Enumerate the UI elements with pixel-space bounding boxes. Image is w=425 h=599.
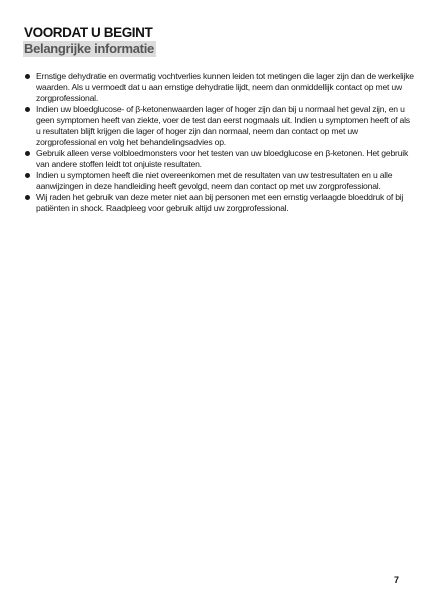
bullet-icon bbox=[25, 151, 30, 156]
page-title: VOORDAT U BEGINT bbox=[24, 25, 153, 40]
list-item bbox=[24, 192, 414, 214]
bullet-icon bbox=[25, 74, 30, 79]
information-list bbox=[24, 71, 414, 214]
list-item bbox=[24, 170, 414, 192]
list-item bbox=[24, 104, 414, 148]
page-subtitle: Belangrijke informatie bbox=[24, 41, 154, 56]
bullet-icon bbox=[25, 173, 30, 178]
section-header bbox=[24, 25, 156, 58]
list-item-text: Indien uw bloedglucose- of β-ketonenwaarden lager of hoger zijn dan bij u normaal het geval zijn, en u geen symptomen heeft van ziekte, voer de test dan eerst nogmaals uit. Indien u symptomen heeft of als u resultaten blijft krijgen die lager of hoger zijn dan normaal, neem dan contact op met uw zorgprofessional en volg het behandelingsadvies op. bbox=[36, 104, 410, 147]
bullet-icon bbox=[25, 195, 30, 200]
page-number: 7 bbox=[394, 575, 400, 585]
list-item-text: Indien u symptomen heeft die niet overeenkomen met de resultaten van uw testresultaten en u alle aanwijzingen in deze handleiding heeft gevolgd, neem dan contact op met uw zorgprofessional. bbox=[36, 170, 393, 191]
list-item-text: Wij raden het gebruik van deze meter niet aan bij personen met een ernstig verlaagde bloeddruk of bij patiënten in shock. Raadpleeg voor gebruik altijd uw zorgprofessional. bbox=[36, 192, 404, 213]
list-item bbox=[24, 71, 414, 104]
list-item-text: Gebruik alleen verse volbloedmonsters voor het testen van uw bloedglucose en β-ketonen. Het gebruik van andere stoffen leidt tot onjuiste resultaten. bbox=[36, 148, 409, 169]
bullet-icon bbox=[25, 107, 30, 112]
list-item bbox=[24, 148, 414, 170]
list-item-text: Ernstige dehydratie en overmatig vochtverlies kunnen leiden tot metingen die lager zijn dan de werkelijke waarden. Als u vermoedt dat u aan ernstige dehydratie lijdt, neem dan onmiddellijk contact op met uw zorgprofessional. bbox=[36, 71, 414, 103]
